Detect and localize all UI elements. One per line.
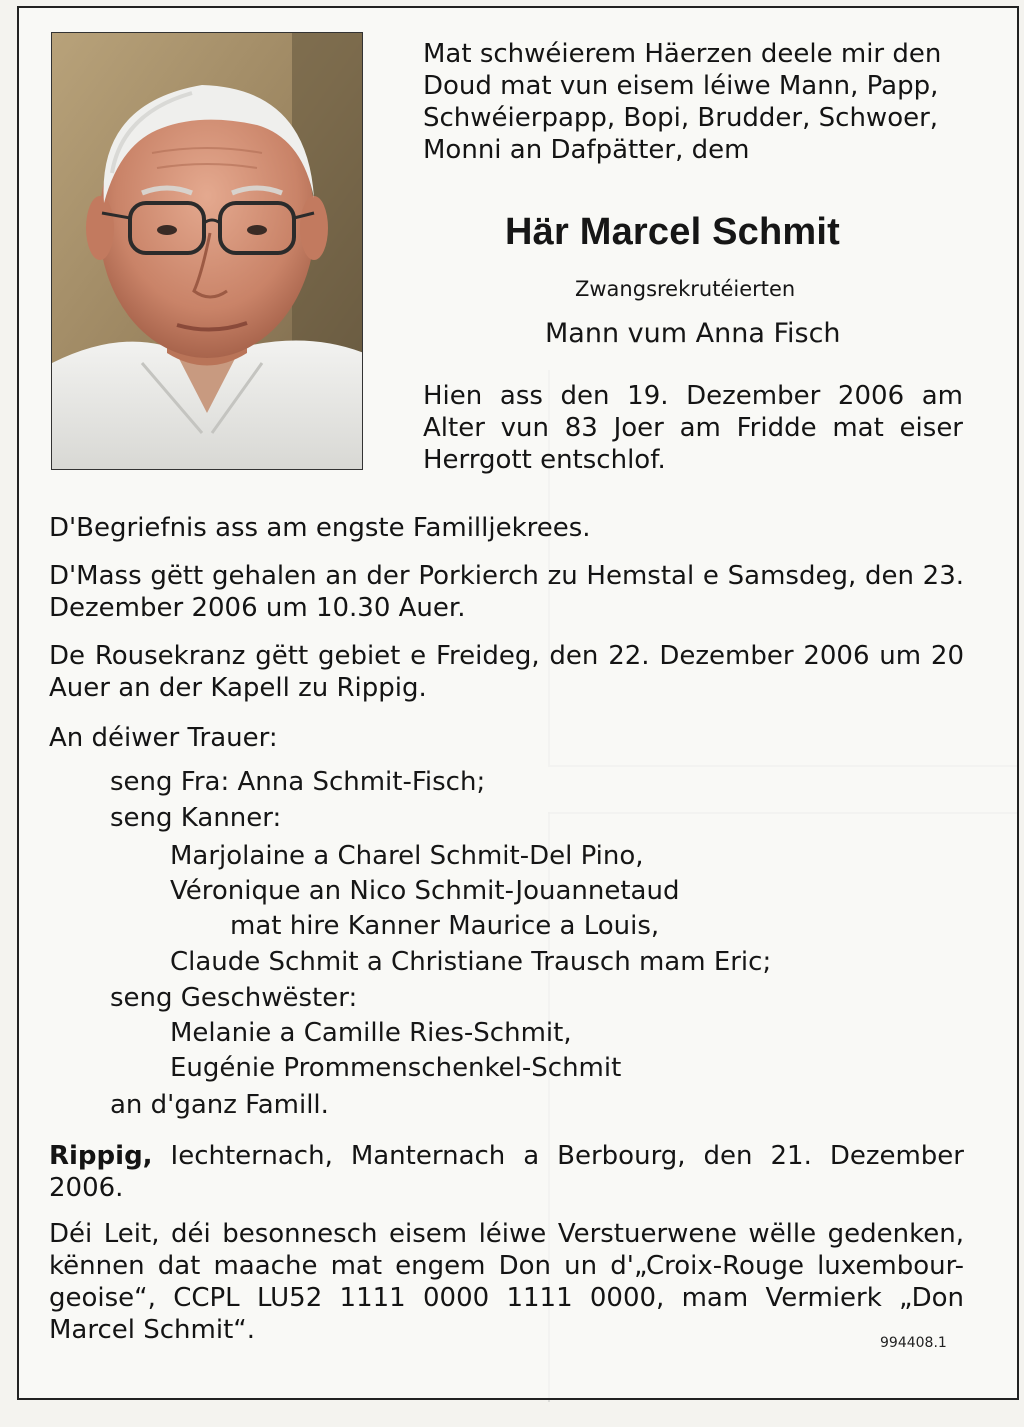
mass-text: D'Mass gëtt gehalen an der Porkierch zu Hemstal e Samsdeg, den 23. Dezember 2006 um 10.30 Auer.: [49, 561, 964, 623]
child-line-1: Marjolaine a Charel Schmit-Del Pino,: [170, 841, 644, 871]
death-date-text: Hien ass den 19. Dezember 2006 am Alter vun 83 Joer am Fridde mat eiser Herrgott entschlof.: [423, 381, 963, 475]
siblings-heading: seng Geschwëster:: [110, 983, 358, 1013]
children-heading: seng Kanner:: [110, 803, 282, 833]
reference-number: 994408.1: [880, 1335, 947, 1351]
place-date-line: [49, 1140, 964, 1204]
subtitle-conscript: Zwangsrekrutéierten: [575, 277, 796, 301]
grandchildren-line: mat hire Kanner Maurice a Louis,: [230, 911, 660, 941]
place-rest: Iechternach, Manternach a Berbourg, den 21. Dezember 2006.: [49, 1141, 964, 1203]
place-bold: Rippig,: [49, 1141, 153, 1171]
mourners-heading: An déiwer Trauer:: [49, 723, 278, 753]
rosary-text: De Rousekranz gëtt gebiet e Freideg, den 22. Dezember 2006 um 20 Auer an der Kapell zu Rippig.: [49, 641, 964, 703]
subtitle-spouse: Mann vum Anna Fisch: [545, 318, 841, 349]
child-line-3: Claude Schmit a Christiane Trausch mam Eric;: [170, 947, 772, 977]
child-line-2: Véronique an Nico Schmit-Jouannetaud: [170, 876, 680, 906]
intro-text: Mat schwéierem Häerzen deele mir den Doud mat vun eisem léiwe Mann, Papp, Schwéierpapp, Bopi, Brudder, Schwoer, Monni an Dafpätter, dem: [423, 39, 942, 165]
sibling-line-2: Eugénie Prommenschenkel-Schmit: [170, 1053, 622, 1083]
sibling-line-1: Melanie a Camille Ries-Schmit,: [170, 1018, 572, 1048]
funeral-text: D'Begriefnis ass am engste Familljekrees.: [49, 513, 591, 543]
portrait-photo: [51, 32, 363, 470]
family-line: an d'ganz Famill.: [110, 1090, 329, 1120]
donation-text: Déi Leit, déi besonnesch eisem léiwe Verstuerwene wëlle gedenken, kënnen dat maache mat engem Don un d'„Croix-Rouge luxembour-geoise“, CCPL LU52 1111 0000 1111 0000, mam Vermierk „Don Marcel Schmit“.: [49, 1219, 964, 1345]
wife-line: seng Fra: Anna Schmit-Fisch;: [110, 767, 486, 797]
deceased-name: Här Marcel Schmit: [505, 211, 840, 253]
